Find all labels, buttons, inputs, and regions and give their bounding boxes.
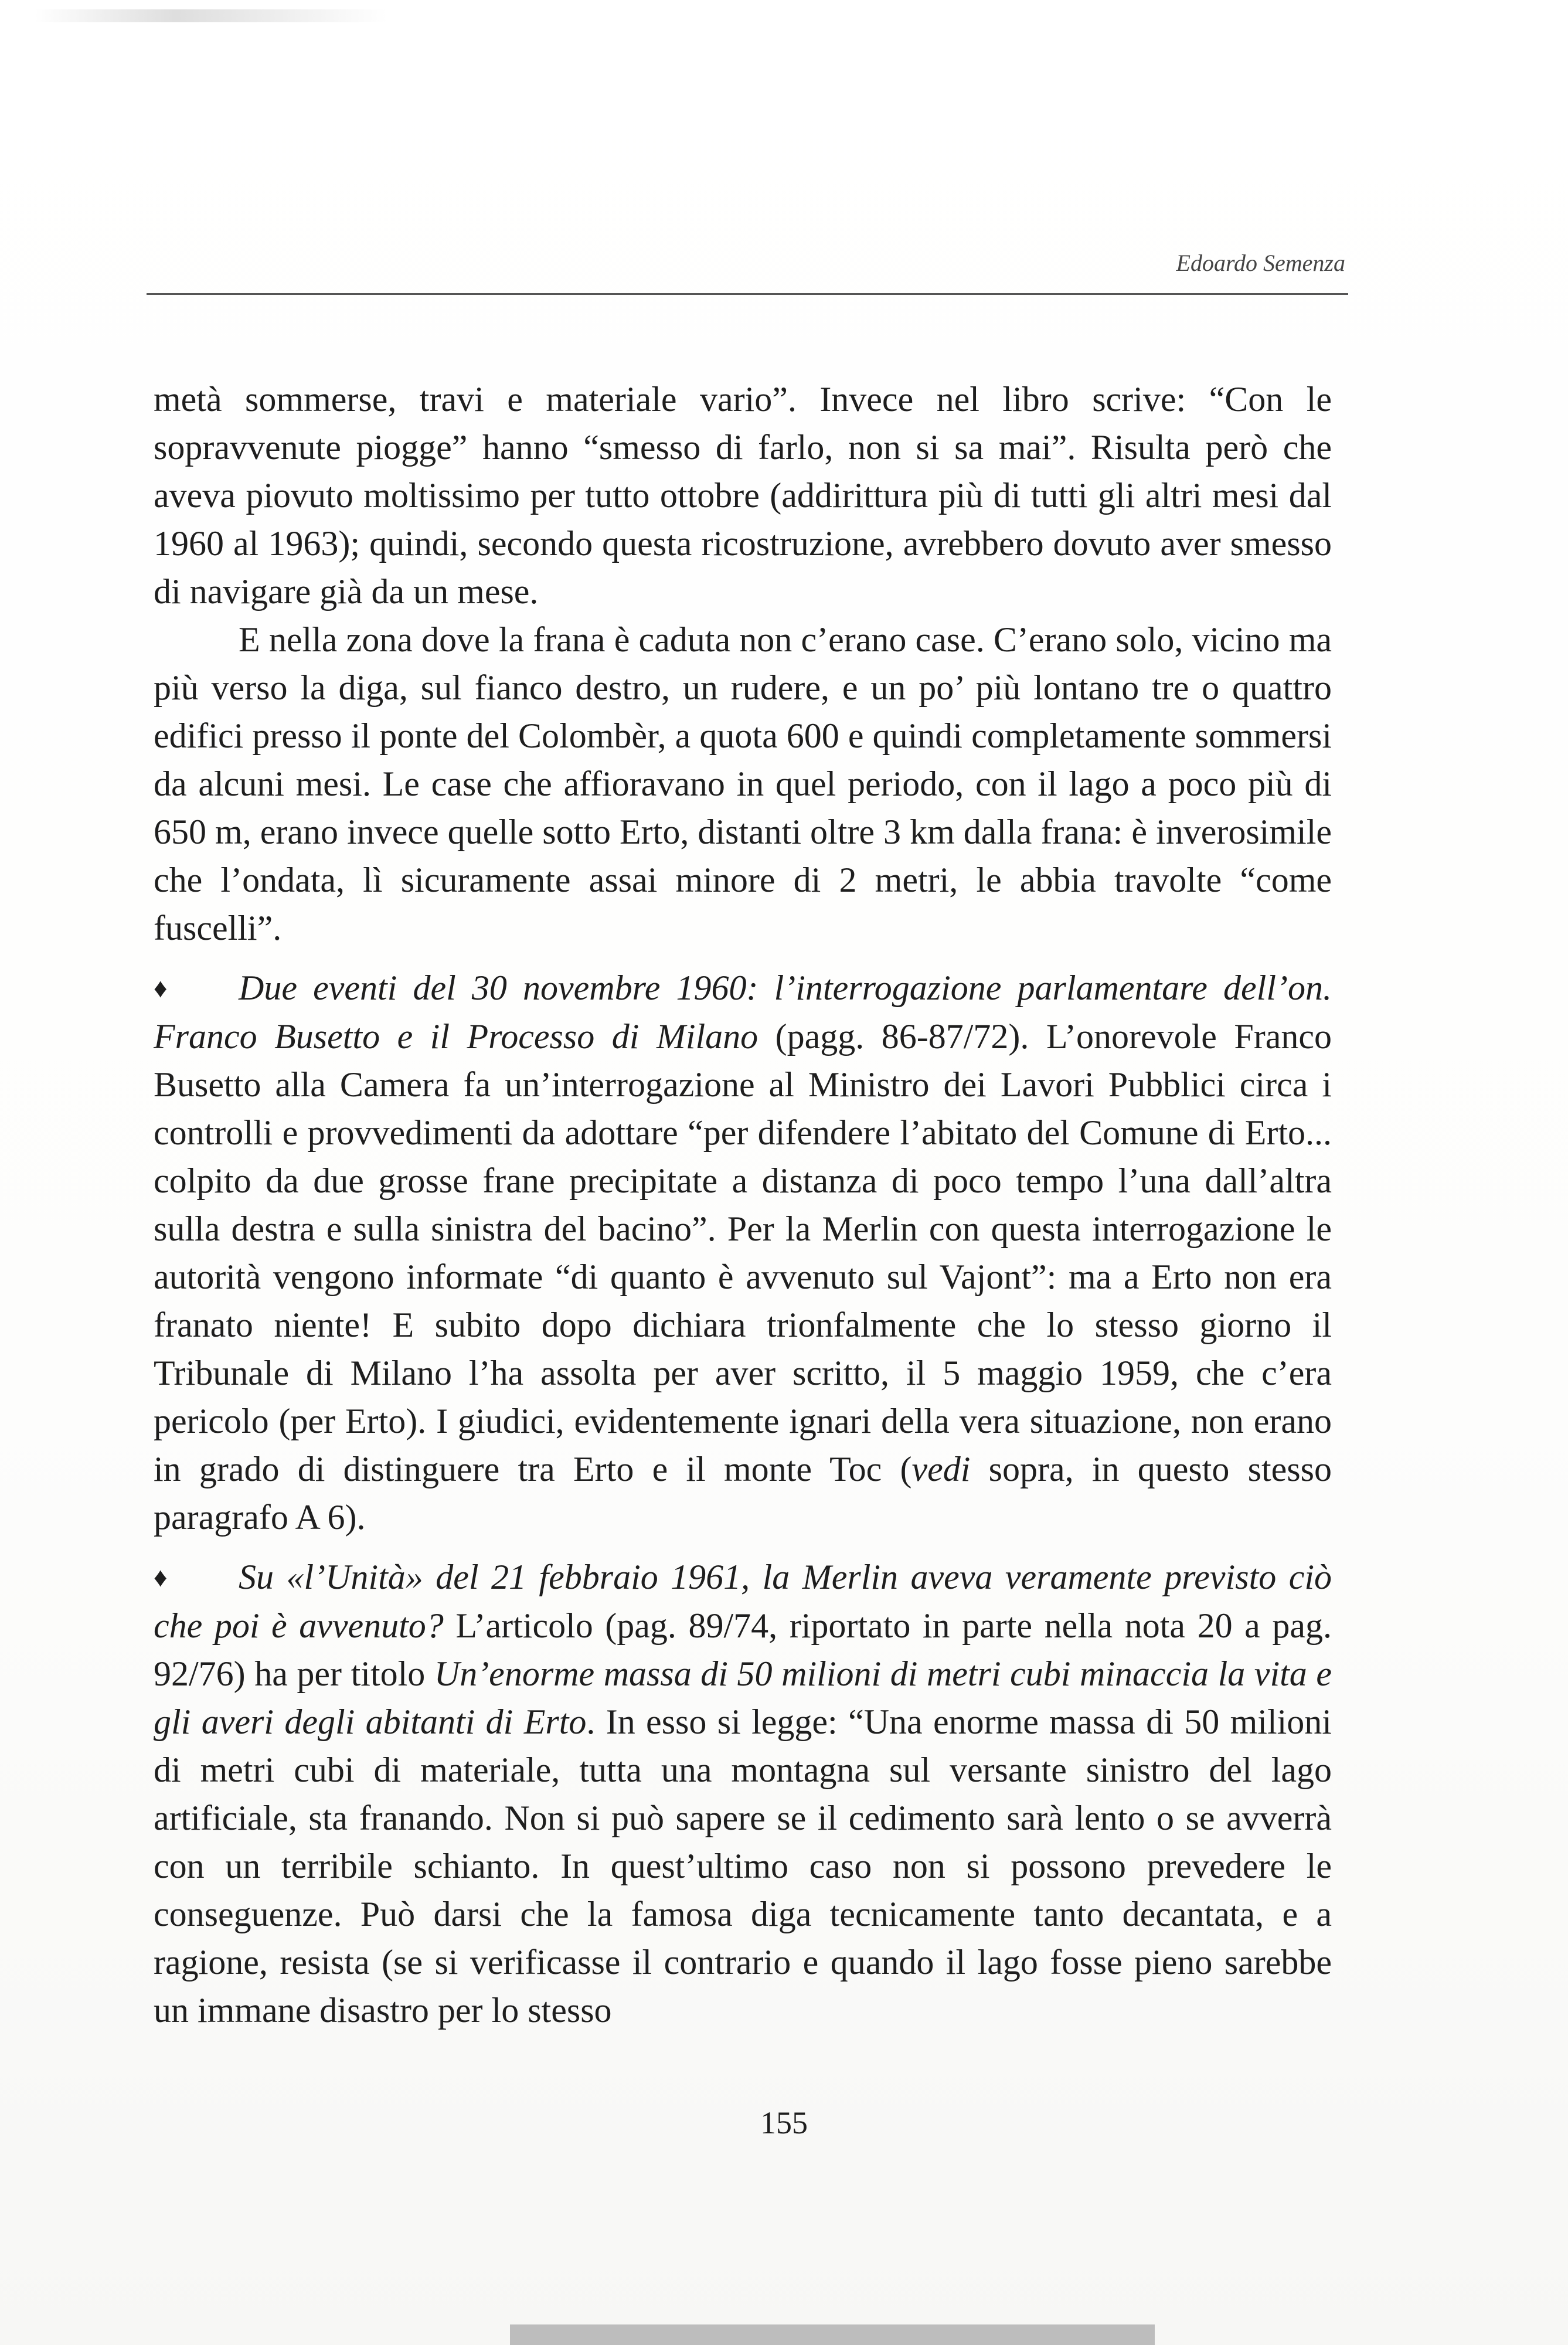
page-number: 155 [760,2105,808,2140]
paragraph-houses: E nella zona dove la frana è caduta non c’erano case. C’erano solo, vicino ma più verso la diga, sul fianco destro, un rudere, e un po’ più lontano tre o quattro edifici presso il ponte del Colombèr, a quota 600 e quindi completamente sommersi da alcuni mesi. Le case che affioravano in quel periodo, con il lago a poco più di 650 m, erano invece quelle sotto Erto, distanti oltre 3 km dalla frana: è inverosimile che l’ondata, lì sicuramente assai minore di 2 metri, le abbia travolte “come fuscelli”. [154,620,1332,947]
entry-text-vedi: vedi [911,1450,971,1488]
diamond-bullet-icon: ♦ [154,1562,168,1592]
paragraph-continuation: metà sommerse, travi e materiale vario”. Invece nel libro scrive: “Con le sopravvenute piogge” hanno “smesso di farlo, non si sa mai”. Risulta però che aveva piovuto moltissimo per tutto ottobre (addirittura più di tutti gli altri mesi dal 1960 al 1963); quindi, secondo questa ricostruzione, avrebbero dovuto aver smesso di navigare già da un mese. [154,380,1332,611]
entry-title-unita: Su «l’Unità» del 21 febbraio 1961, la Merlin aveva veramente previsto ciò che poi è avvenuto? [154,1558,1332,1645]
entry-text-busetto-end: sopra, in questo stesso paragrafo A 6). [154,1450,1332,1537]
entry-text-unita: L’articolo (pag. 89/74, riportato in parte nella nota 20 a pag. 92/76) ha per titolo [154,1606,1332,1693]
entry-title-busetto: Due eventi del 30 novembre 1960: l’interrogazione parlamentare dell’on. Franco Busetto e il Processo di Milano [154,968,1332,1056]
diamond-bullet-icon: ♦ [154,973,168,1003]
scan-edge-mark-top [35,9,387,22]
header-rule [147,293,1348,295]
entry-text-busetto: (pagg. 86-87/72). L’onorevole Franco Busetto alla Camera fa un’interrogazione al Ministro dei Lavori Pubblici circa i controlli e provvedimenti da adottare “per difendere l’abitato del Comune di Erto... colpito da due grosse frane precipitate a distanza di poco tempo l’una dall’altra sulla destra e sulla sinistra del bacino”. Per la Merlin con questa interrogazione le autorità vengono informate “di quanto è avvenuto sul Vajont”: ma a Erto non era franato niente! E subito dopo dichiara trionfalmente che lo stesso giorno il Tribunale di Milano l’ha assolta per aver scritto, il 5 maggio 1959, che c’era pericolo (per Erto). I giudici, evidentemente ignari della vera situazione, non erano in grado di distinguere tra Erto e il monte Toc ( [154,1017,1332,1488]
running-head-author: Edoardo Semenza [1176,250,1345,276]
bullet-entry-busetto [154,964,1332,1541]
entry-text-unita-quote: . In esso si legge: “Una enorme massa di 50 milioni di metri cubi di materiale, tutta una montagna sul versante sinistro del lago artificiale, sta franando. Non si può sapere se il cedimento sarà lento o se avverrà con un terribile schianto. In quest’ultimo caso non si possono prevedere le conseguenze. Può darsi che la famosa diga tecnicamente tanto decantata, e a ragione, resista (se si verificasse il contrario e quando il lago fosse pieno sarebbe un immane disastro per lo stesso [154,1702,1332,2030]
scan-edge-mark-bottom [510,2324,1155,2345]
body-text [154,375,1332,2034]
bullet-entry-unita [154,1553,1332,2034]
article-title: Un’enorme massa di 50 milioni di metri cubi minaccia la vita e gli averi degli abitanti di Erto [154,1654,1332,1741]
